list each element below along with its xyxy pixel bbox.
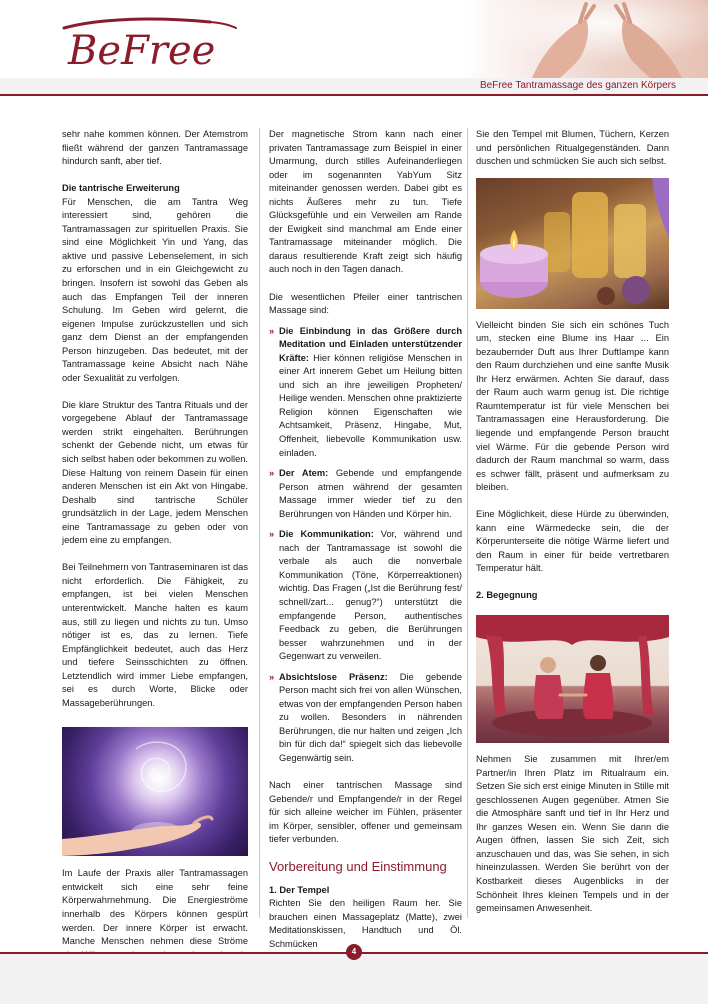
energy-hand-photo — [62, 727, 248, 856]
bullet-marker: » — [269, 529, 275, 540]
couple-meditation-photo — [476, 615, 669, 743]
column-1 — [62, 128, 248, 976]
list-item-text: Gebende und empfangende Person atmen während der gesamten Massage immer wieder tief zu den Berührungen von Händen und Körper hin. — [279, 468, 462, 519]
befree-logo — [60, 14, 240, 72]
page-number-badge: 4 — [346, 944, 362, 960]
list-item-text: Die gebende Person macht sich frei von allen Wünschen, etwas von der empfangenden Person haben zu wollen. Besonders in nährenden Berührungen, die nur halten und zeigen „Ich bin für dich da!“ spiegelt sich das liebevolle Gegenwärtig sein. — [279, 671, 463, 764]
header-hands-photo — [462, 0, 708, 78]
list-item-title: Die Kommunikation: — [279, 529, 374, 540]
subheading-der-tempel: 1. Der Tempel — [269, 884, 330, 895]
candle-oil-photo — [476, 178, 669, 309]
column-divider — [259, 128, 260, 918]
paragraph: Nach einer tantrischen Massage sind Gebende/r und Empfangende/r in der Regel für sich alleine weicher im Fühlen, präsenter im Körper, sensibler, offener und gemeinsam tiefer verbunden. — [269, 780, 462, 845]
header-subtitle: BeFree Tantramassage des ganzen Körpers — [479, 80, 676, 91]
paragraph: Sie den Tempel mit Blumen, Tüchern, Kerzen und persönlichen Ritualgegenständen. Dann duschen und schmücken Sie auch sich selbst. — [476, 129, 669, 167]
paragraph: Bei Teilnehmern von Tantraseminaren ist das nicht erforderlich. Die Fähigkeit, zu empfangen, ist bei vielen Menschen unterentwickelt. Manche halten es kaum aus, still zu liegen und nichts zu tun. Umso nötiger ist es, das zu lernen. Tiefe Empfänglichkeit bedeutet, auch das Herz und tiefere Seinsschichten zu öffnen. Letztendlich wird immer Liebe empfangen, sei es durch Worte, Blicke oder Massageberührungen. — [62, 562, 248, 708]
paragraph: sehr nahe kommen können. Der Atemstrom fließt während der ganzen Tantramassage hindurch sanft, aber tief. — [62, 129, 248, 167]
header-divider — [0, 94, 708, 96]
list-item-text: Vor, während und nach der Tantramassage ist sowohl die verbale als auch die nonverbale Kommunikation (Töne, Körperreaktionen) wichtig. Das Fragen („Ist die Berührung fest/ schnell/zart... genug?“) unterstützt die empfangende Person, authentisches Feedback zu geben, die Berührungen besser wahrzunehmen und in der Gegenwart zu verweilen. — [279, 529, 463, 662]
page-header — [0, 0, 708, 96]
footer-band — [0, 954, 708, 1004]
list-item — [269, 467, 462, 521]
section-heading: Vorbereitung und Einstimmung — [269, 858, 447, 874]
paragraph: Vielleicht binden Sie sich ein schönes Tuch um, stecken eine Blume ins Haar ... Ein bezaubernder Duft aus Ihrer Duftlampe kann den Raum durchziehen und eine sanfte Musik Ihr Herz erwärmen. Achten Sie darauf, dass der Raum auch warm genug ist. Die richtige Raumtemperatur ist für viele Menschen bei Tantramassagen eine Herausforderung. Die liegende und empfangende Person braucht viel Wärme. Für die gebende Person wird dadurch der Raum manchmal so warm, dass es schwer fällt, präsent und aufmerksam zu bleiben. — [476, 319, 669, 493]
list-item-title: Der Atem: — [279, 468, 329, 479]
svg-text:BeFree: BeFree — [68, 28, 216, 72]
bullet-marker: » — [269, 468, 275, 479]
subheading-begegnung: 2. Begegnung — [476, 590, 538, 601]
paragraph: Eine Möglichkeit, diese Hürde zu überwinden, kann eine Wärmedecke sein, die der Körperunterseite die nötige Wärme liefert und den Raum in einer für beide vertretbaren Temperatur hält. — [476, 509, 669, 574]
list-item — [269, 528, 462, 663]
column-3 — [476, 128, 669, 916]
paragraph: Der magnetische Strom kann nach einer privaten Tantramassage zum Beispiel in einer Umarmung, durch stilles Aufeinanderliegen oder im sogenannten YabYum Sitz miteinander genossen werden. Dabei gibt es nichts Äußeres mehr zu tun. Tiefe Glücksgefühle und ein Verweilen am Rande der Ewigkeit sind manchmal am Ende einer Tantramassage miteinander möglich. Die daraus resultierende Kraft zeigt sich häufig auch noch in den Tagen danach. — [269, 129, 462, 275]
list-item — [269, 671, 462, 766]
list-item-title: Absichtslose Präsenz: — [279, 671, 388, 682]
paragraph: Die wesentlichen Pfeiler einer tantrischen Massage sind: — [269, 291, 462, 316]
paragraph: Für Menschen, die am Tantra Weg interessiert sind, gehören die Tantramassagen zur spirituellen Praxis. Sie sind eine Möglichkeit Yin und Yang, das aktive und passive Lebenselement, in sich zu erforschen und in ein Gleichgewicht zu bringen. Insofern ist sowohl das Geben als auch das Empfangen Teil der inneren Schulung. Im Geben wird gelernt, die eigenen Impulse zurückzustellen und sich ganz dem Dienst an der empfangenden Person hinzugeben. Das bedeutet, mit der Tantramassage keine Absicht nach Nähe oder Sexualität zu verfolgen. — [62, 196, 248, 383]
bullet-marker: » — [269, 671, 275, 682]
list-item — [269, 325, 462, 460]
column-divider — [467, 128, 468, 918]
bullet-marker: » — [269, 325, 275, 336]
subheading-tantrische-erweiterung: Die tantrische Erweiterung — [62, 183, 180, 194]
list-item-text: Hier können religiöse Menschen in einer Art innerem Gebet um Heilung bitten und sich an ihre jeweiligen Propheten/ Heilige wenden. Menschen ohne praktizierte Religion können Eigenschaften wie Achtsamkeit, Präsenz, Hingabe, Mut, Offenheit, liebevolle Kommunikation usw. einladen. — [279, 352, 462, 458]
pillars-list — [269, 325, 462, 766]
paragraph: Im Laufe der Praxis aller Tantramassagen entwickelt sich eine sehr feine Körperwahrnehmung. Die Energieströme innerhalb des Körpers können gespürt werden. Der innere Körper ist erwacht. Manche Menschen nehmen diese Ströme — [62, 868, 248, 947]
paragraph: Die klare Struktur des Tantra Rituals und der vorgegebene Ablauf der Tantramassage werden strikt eingehalten. Berührungen schenkt der Gebende nicht, um etwas für sich selbst haben oder bekommen zu wollen. Diese Haltung von reinem Dasein für einen anderen Menschen ist ein Akt von Hingabe. Deshalb sind tantrische Schüler grundsätzlich in der Lage, jedem Menschen eine Tantramassage zu geben oder von jedem eine zu empfangen. — [62, 399, 248, 546]
column-2 — [269, 128, 462, 952]
paragraph: Richten Sie den heiligen Raum her. Sie brauchen einen Massageplatz (Matte), zwei Meditationskissen, Handtuch und Öl. Schmücken — [269, 898, 462, 949]
list-item-title: Die Einbindung in das Größere durch Meditation und Einladen unterstützender Kräfte: — [279, 325, 462, 363]
paragraph: Nehmen Sie zusammen mit Ihrer/em Partner/in Ihren Platz im Ritualraum ein. Setzen Sie sich erst einige Minuten in Stille mit geschlossenen Augen gegenüber. Atmen Sie die Atmosphäre sanft und tief in Ihr Herz und Ihr ganzes Wesen ein. Wenn Sie dann die Augen öffnen, lassen Sie sich Zeit, sich anzuschauen und das, was Sie sehen, in sich hineinzulassen. Werden Sie berührt von der Kostbarkeit dieses Augenblicks in der Schönheit Ihres kleinen Tempels und in der gemeinsamen Anwesenheit. — [476, 754, 669, 914]
